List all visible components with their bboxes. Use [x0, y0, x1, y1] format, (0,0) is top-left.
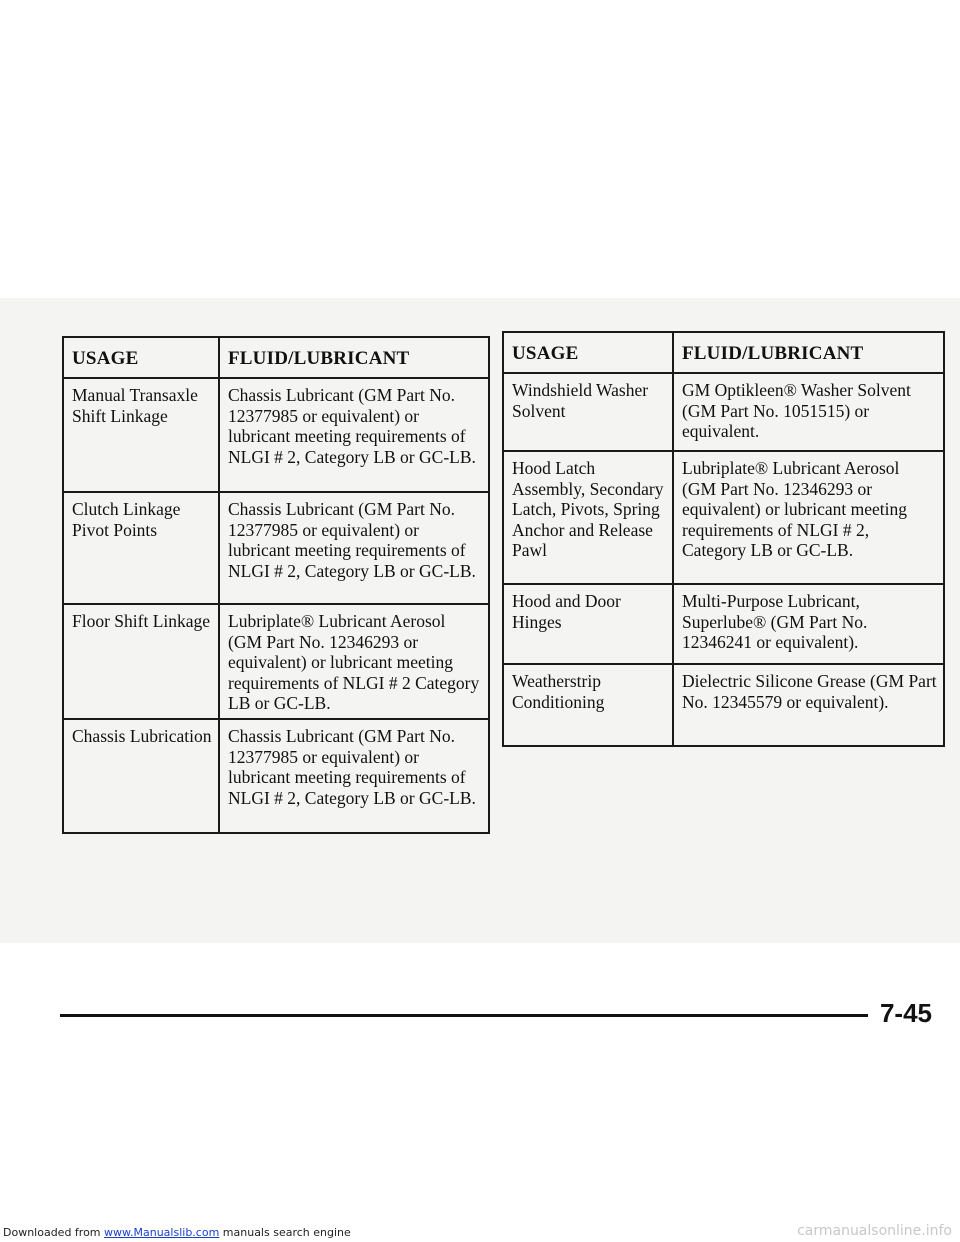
usage-cell: Windshield Washer Solvent: [503, 373, 673, 451]
usage-cell: Weatherstrip Conditioning: [503, 664, 673, 746]
lubricant-cell: Chassis Lubricant (GM Part No. 12377985 or equivalent) or lubricant meeting requirements of NLGI # 2, Category LB or GC-LB.: [219, 492, 489, 604]
table-row: [63, 719, 489, 833]
table-row: [503, 451, 944, 584]
lubricant-table-right: [502, 331, 945, 747]
lubricant-cell: Chassis Lubricant (GM Part No. 12377985 or equivalent) or lubricant meeting requirements of NLGI # 2, Category LB or GC-LB.: [219, 378, 489, 492]
lubricant-cell: Chassis Lubricant (GM Part No. 12377985 or equivalent) or lubricant meeting requirements of NLGI # 2, Category LB or GC-LB.: [219, 719, 489, 833]
manualslib-link[interactable]: www.Manualslib.com: [104, 1226, 220, 1239]
usage-cell: Clutch Linkage Pivot Points: [63, 492, 219, 604]
footer-rule: [60, 1014, 868, 1017]
usage-cell: Chassis Lubrication: [63, 719, 219, 833]
table-row: [503, 664, 944, 746]
usage-header: USAGE: [63, 337, 219, 378]
lubricant-cell: Multi-Purpose Lubricant, Superlube® (GM Part No. 12346241 or equivalent).: [673, 584, 944, 664]
usage-header: USAGE: [503, 332, 673, 373]
watermark: carmanualsonline.info: [797, 1223, 952, 1239]
usage-cell: Manual Transaxle Shift Linkage: [63, 378, 219, 492]
usage-cell: Hood and Door Hinges: [503, 584, 673, 664]
banner-prefix: Downloaded from: [3, 1226, 101, 1239]
download-banner: [3, 1226, 351, 1239]
table-row: [63, 378, 489, 492]
table-row: [503, 584, 944, 664]
lubricant-table-left: [62, 336, 490, 834]
lubricant-cell: Lubriplate® Lubricant Aerosol (GM Part No. 12346293 or equivalent) or lubricant meeting requirements of NLGI # 2, Category LB or GC-LB.: [673, 451, 944, 584]
fluid-lubricant-header: FLUID/LUBRICANT: [219, 337, 489, 378]
banner-suffix: manuals search engine: [222, 1226, 351, 1239]
lubricant-cell: GM Optikleen® Washer Solvent (GM Part No. 1051515) or equivalent.: [673, 373, 944, 451]
page-number: 7-45: [879, 998, 932, 1028]
table-header-row: [503, 332, 944, 373]
fluid-lubricant-header: FLUID/LUBRICANT: [673, 332, 944, 373]
table-row: [63, 604, 489, 719]
lubricant-cell: Lubriplate® Lubricant Aerosol (GM Part No. 12346293 or equivalent) or lubricant meeting requirements of NLGI # 2 Category LB or GC-LB.: [219, 604, 489, 719]
lubricant-cell: Dielectric Silicone Grease (GM Part No. 12345579 or equivalent).: [673, 664, 944, 746]
table-header-row: [63, 337, 489, 378]
table-row: [63, 492, 489, 604]
usage-cell: Floor Shift Linkage: [63, 604, 219, 719]
table-row: [503, 373, 944, 451]
usage-cell: Hood Latch Assembly, Secondary Latch, Pivots, Spring Anchor and Release Pawl: [503, 451, 673, 584]
